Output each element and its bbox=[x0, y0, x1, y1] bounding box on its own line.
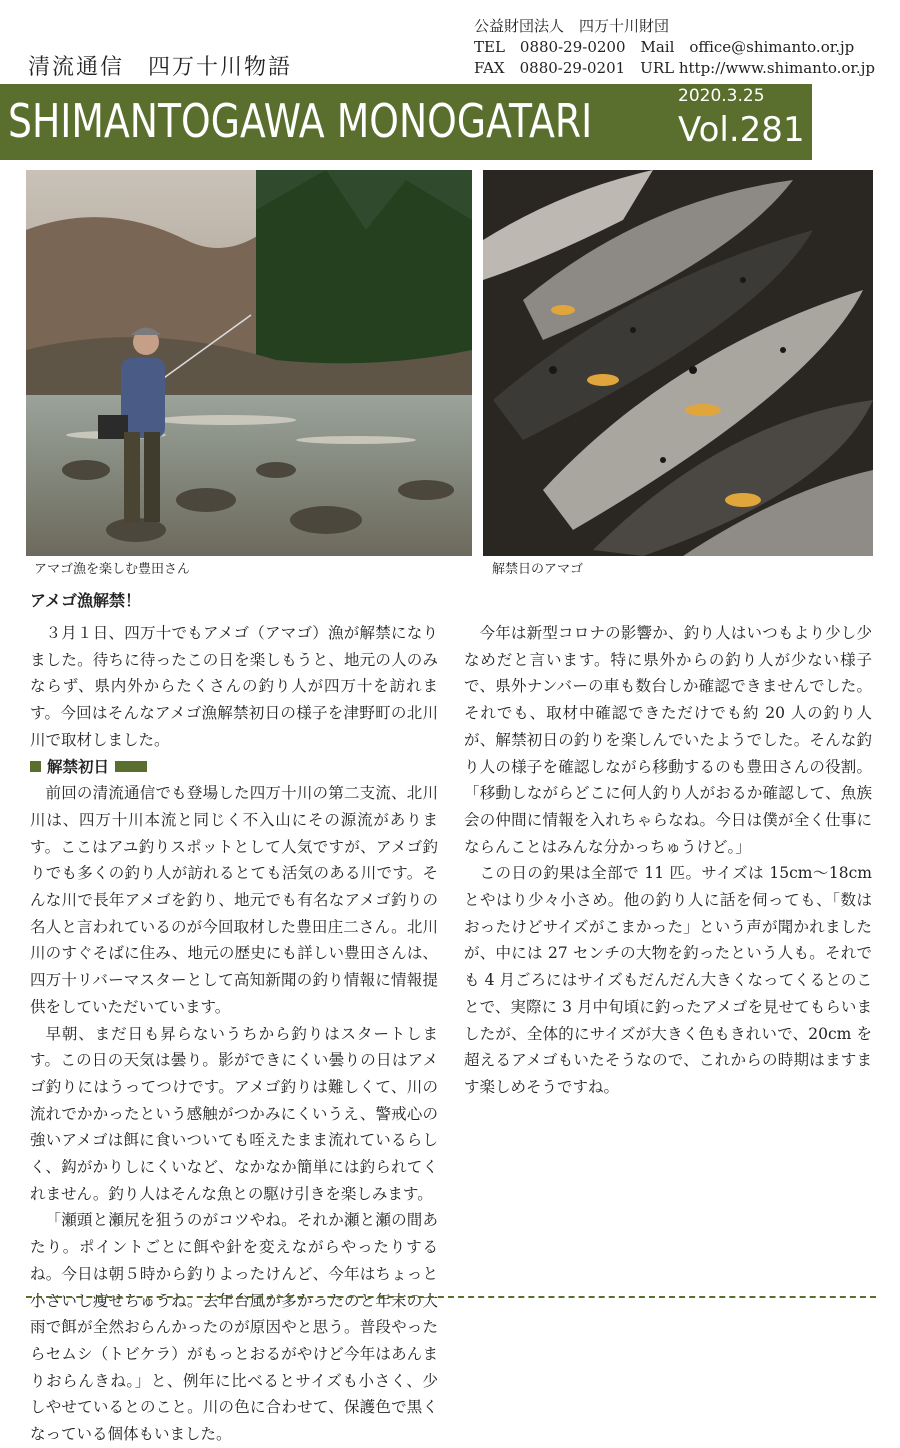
series-title-jp: 清流通信 四万十川物語 bbox=[28, 55, 293, 80]
section-title: 解禁初日 bbox=[47, 756, 110, 776]
section-marker-bar bbox=[115, 761, 147, 772]
org-name: 公益財団法人 四万十川財団 bbox=[474, 17, 670, 35]
paragraph-1: 前回の清流通信でも登場した四万十川の第二支流、北川川は、四万十川本流と同じく不入山にその源流があります。ここはアユ釣りスポットとして人気ですが、アメゴ釣りでも多くの釣り人が訪れるとても活気のある川です。そんな川で長年アメゴを釣り、地元でも有名なアメゴ釣りの名人と言われているのが今回取材した豊田庄二さん。北川川のすぐそばに住み、地元の歴史にも詳しい豊田さんは、四万十リバーマスターとして高知新聞の釣り情報に情報提供をしていただいています。 bbox=[30, 784, 438, 1016]
paragraph-2: 早朝、まだ日も昇らないうちから釣りはスタートします。この日の天気は曇り。影ができにくい曇りの日はアメゴ釣りにはうってつけです。アメゴ釣りは難しくて、川の流れでかかったという感触がつかみにくいうえ、警戒心の強いアメゴは餌に食いついても咥えたまま流れているらしく、鈎がかりしにくいなど、なかなか簡単には釣られてくれません。釣り人はそんな魚との駆け引きを楽しみます。 bbox=[30, 1024, 438, 1203]
intro-paragraph: ３月１日、四万十でもアメゴ（アマゴ）漁が解禁になりました。待ちに待ったこの日を楽しもうと、地元の人のみならず、県内外からたくさんの釣り人が四万十を訪れます。今回はそんなアメゴ漁解禁初日の様子を津野町の北川川で取材しました。 bbox=[30, 624, 438, 749]
paragraph-4: 今年は新型コロナの影響か、釣り人はいつもより少し少なめだと言います。特に県外からの釣り人が少ない様子で、県外ナンバーの車も数台しか確認できませんでした。それでも、取材中確認できただけでも約 20 人の釣り人が、解禁初日の釣りを楽しんでいたようでした。そんな釣り人の様子を確認しながら移動するのも豊田さんの役割。「移動しながらどこに何人釣り人がおるか確認して、魚族会の仲間に情報を入れちゃらなね。今日は僕が全く仕事にならんことはみんな分かっちゅうけど。」 bbox=[464, 624, 872, 856]
section-marker-square bbox=[30, 761, 41, 772]
tel-line: TEL 0880-29-0200 Mail office@shimanto.or.jp bbox=[474, 38, 855, 56]
caption-right: 解禁日のアマゴ bbox=[492, 562, 584, 577]
title-banner bbox=[0, 84, 812, 160]
newsletter-title: SHIMANTOGAWA MONOGATARI bbox=[8, 94, 593, 148]
photo-angler bbox=[26, 170, 472, 556]
article-headline: アメゴ漁解禁！ bbox=[30, 591, 142, 610]
paragraph-5: この日の釣果は全部で 11 匹。サイズは 15cm～18cm とやはり少々小さめ。他の釣り人に話を伺っても、「数はおったけどサイズがこまかった」という声が聞かれましたが、中には 27 センチの大物を釣ったという人も。それでも 4 月ごろにはサイズもだんだん大きくなってくるとのことで、実際に 3 月中旬頃に釣ったアメゴを見せてもらいましたが、全体的にサイズが大きく色もきれいで、20cm を超えるアメゴもいたそうなので、これからの時期はますます楽しめそうですね。 bbox=[464, 864, 872, 1096]
issue-volume: Vol.281 bbox=[678, 110, 805, 150]
paragraph-3: 「瀬頭と瀬尻を狙うのがコツやね。それか瀬と瀬の間あたり。ポイントごとに餌や針を変えながらやったりするね。今日は朝５時から釣りよったけんど、今年はちょっと小さいし痩せちゅうね。去年台風が多かったのと年末の大雨で餌が全然おらんかったのが原因やと思う。普段やったらセムシ（トビケラ）がもっとおるがやけど今年はあんまりおらんきね。」と、例年に比べるとサイズも小さく、少しやせているとのこと。川の色に合わせて、保護色で黒くなっている個体もいました。 bbox=[30, 1211, 438, 1444]
photo-fish bbox=[483, 170, 873, 556]
column-left bbox=[30, 620, 438, 1444]
fax-line: FAX 0880-29-0201 URL http://www.shimanto.or.jp bbox=[474, 59, 875, 77]
section-heading bbox=[30, 754, 438, 781]
caption-left: アマゴ漁を楽しむ豊田さん bbox=[34, 562, 191, 577]
column-right bbox=[464, 620, 872, 1101]
footer-dashed-line bbox=[26, 1296, 876, 1298]
issue-date: 2020.3.25 bbox=[678, 86, 765, 106]
org-contact bbox=[474, 16, 875, 79]
